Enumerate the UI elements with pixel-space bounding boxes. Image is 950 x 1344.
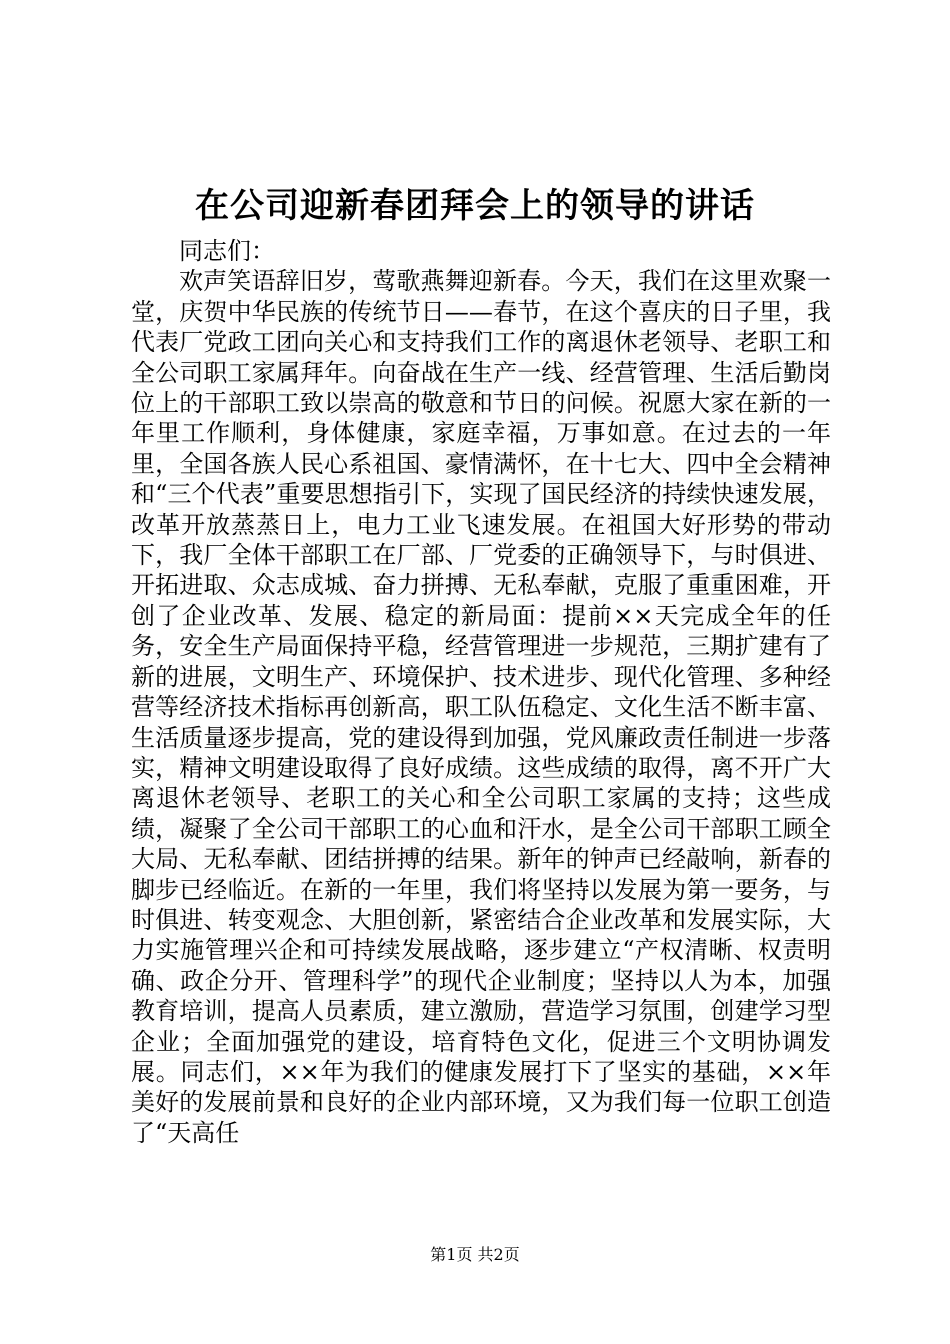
page-footer: 第1页 共2页: [430, 1245, 520, 1264]
document-title: 在公司迎新春团拜会上的领导的讲话: [195, 186, 755, 226]
body-paragraph: 欢声笑语辞旧岁，莺歌燕舞迎新春。今天，我们在这里欢聚一堂，庆贺中华民族的传统节日——春节，在这个喜庆的日子里，我代表厂党政工团向关心和支持我们工作的离退休老领导、老职工和全公司职工家属拜年。向奋战在生产一线、经营管理、生活后勤岗位上的干部职工致以崇高的敬意和节日的问候。祝愿大家在新的一年里工作顺利，身体健康，家庭幸福，万事如意。在过去的一年里，全国各族人民心系祖国、豪情满怀，在十七大、四中全会精神和“三个代表”重要思想指引下，实现了国民经济的持续快速发展，改革开放蒸蒸日上，电力工业飞速发展。在祖国大好形势的带动下，我厂全体干部职工在厂部、厂党委的正确领导下，与时俱进、开拓进取、众志成城、奋力拼搏、无私奉献，克服了重重困难，开创了企业改革、发展、稳定的新局面：提前××天完成全年的任务，安全生产局面保持平稳，经营管理进一步规范，三期扩建有了新的进展，文明生产、环境保护、技术进步、现代化管理、多种经营等经济技术指标再创新高，职工队伍稳定、文化生活不断丰富、生活质量逐步提高，党的建设得到加强，党风廉政责任制进一步落实，精神文明建设取得了良好成绩。这些成绩的取得，离不开广大离退休老领导、老职工的关心和全公司职工家属的支持；这些成绩，凝聚了全公司干部职工的心血和汗水，是全公司干部职工顾全大局、无私奉献、团结拼搏的结果。新年的钟声已经敲响，新春的脚步已经临近。在新的一年里，我们将坚持以发展为第一要务，与时俱进、转变观念、大胆创新，紧密结合企业改革和发展实际，大力实施管理兴企和可持续发展战略，逐步建立“产权清晰、权责明确、政企分开、管理科学”的现代企业制度；坚持以人为本，加强教育培训，提高人员素质，建立激励，营造学习氛围，创建学习型企业；全面加强党的建设，培育特色文化，促进三个文明协调发展。同志们，××年为我们的健康发展打下了坚实的基础，××年美好的发展前景和良好的企业内部环境，又为我们每一位职工创造了“天高任: [131, 267, 831, 1147]
salutation: 同志们：: [179, 237, 275, 265]
document-body: [131, 236, 831, 1148]
